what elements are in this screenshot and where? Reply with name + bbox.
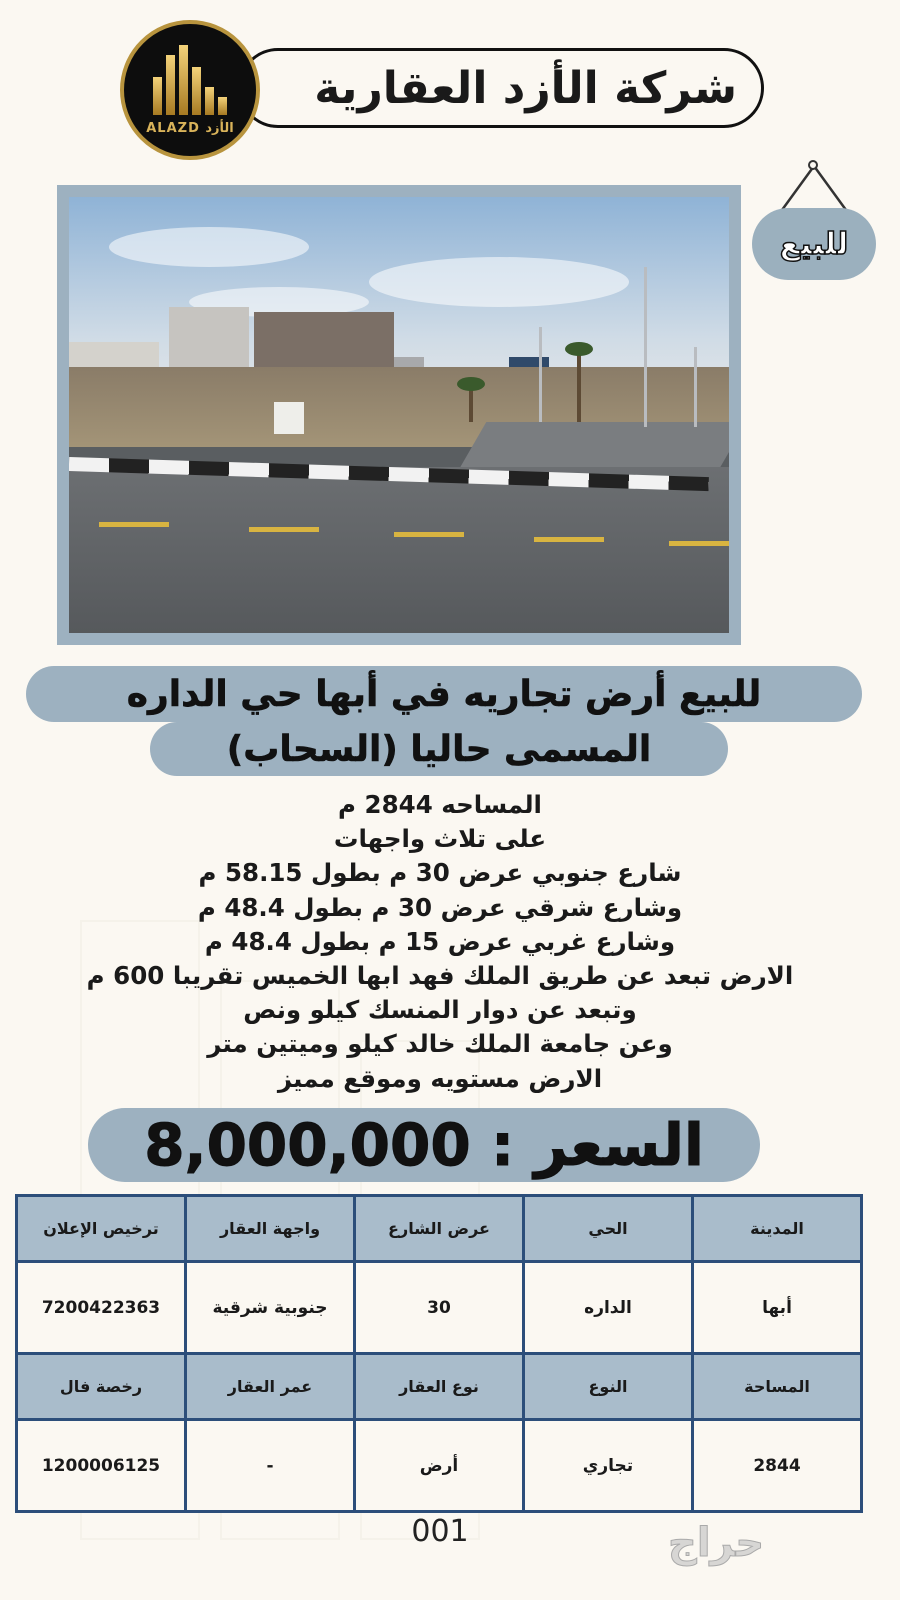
headline-line1: للبيع أرض تجاريه في أبها حي الداره: [126, 673, 762, 715]
headline-line2: المسمى حاليا (السحاب): [226, 728, 652, 770]
description-line: الارض تبعد عن طريق الملك فهد ابها الخميس تقريبا 600 م: [86, 961, 794, 991]
description-line: وشارع غربي عرض 15 م بطول 48.4 م: [204, 926, 676, 956]
table-header-cell: النوع: [524, 1354, 693, 1420]
table-header-cell: الحي: [524, 1196, 693, 1262]
description-line: المساحه 2844 م: [338, 790, 542, 819]
company-logo: [120, 20, 260, 160]
table-cell: الداره: [524, 1262, 693, 1354]
table-header-cell: عمر العقار: [186, 1354, 355, 1420]
table-cell: جنوبية شرقية: [186, 1262, 355, 1354]
table-header-cell: المساحة: [693, 1354, 862, 1420]
logo-building-icon: [153, 45, 227, 115]
photo-road: [69, 467, 729, 633]
table-header-cell: المدينة: [693, 1196, 862, 1262]
for-sale-sign: [752, 160, 876, 284]
table-header-row: [17, 1196, 862, 1262]
description-line: شارع جنوبي عرض 30 م بطول 58.15 م: [198, 858, 682, 888]
company-title-pill: [238, 48, 764, 128]
table-header-cell: نوع العقار: [355, 1354, 524, 1420]
property-photo-frame: [57, 185, 741, 645]
company-name: شركة الأزد العقارية: [314, 62, 737, 114]
table-cell: 1200006125: [17, 1420, 186, 1512]
table-cell: أبها: [693, 1262, 862, 1354]
description-line: وتبعد عن دوار المنسك كيلو ونص: [243, 995, 637, 1025]
description-line: الارض مستويه وموقع مميز: [277, 1063, 603, 1093]
headline-line1-pill: [26, 666, 862, 722]
table-cell: -: [186, 1420, 355, 1512]
description-line: وشارع شرقي عرض 30 م بطول 48.4 م: [197, 892, 683, 922]
header: [120, 20, 770, 160]
sale-sign-board: [752, 208, 876, 280]
table-header-row: [17, 1354, 862, 1420]
table-row: [17, 1262, 862, 1354]
table-header-cell: رخصة فال: [17, 1354, 186, 1420]
price-pill: [88, 1108, 760, 1182]
table-header-cell: واجهة العقار: [186, 1196, 355, 1262]
property-info-table: [15, 1194, 863, 1513]
table-cell: 2844: [693, 1420, 862, 1512]
price-label: السعر : 8,000,000: [144, 1111, 704, 1179]
table-header-cell: عرض الشارع: [355, 1196, 524, 1262]
haraj-watermark-logo: حراج: [668, 1520, 765, 1566]
table-cell: 7200422363: [17, 1262, 186, 1354]
description-line: على تلاث واجهات: [333, 824, 547, 854]
table-header-cell: ترخيص الإعلان: [17, 1196, 186, 1262]
table-cell: أرض: [355, 1420, 524, 1512]
table-cell: 30: [355, 1262, 524, 1354]
headline-line2-pill: [150, 722, 728, 776]
table-row: [17, 1420, 862, 1512]
page-number: 001: [411, 1514, 469, 1549]
logo-text: ALAZD الأزد: [146, 120, 234, 136]
description-line: وعن جامعة الملك خالد كيلو وميتين متر: [207, 1029, 673, 1059]
nail-icon: [808, 160, 818, 170]
sale-sign-label: للبيع: [779, 226, 849, 262]
table-cell: تجاري: [524, 1420, 693, 1512]
property-description: [20, 788, 860, 1096]
property-photo: [69, 197, 729, 633]
